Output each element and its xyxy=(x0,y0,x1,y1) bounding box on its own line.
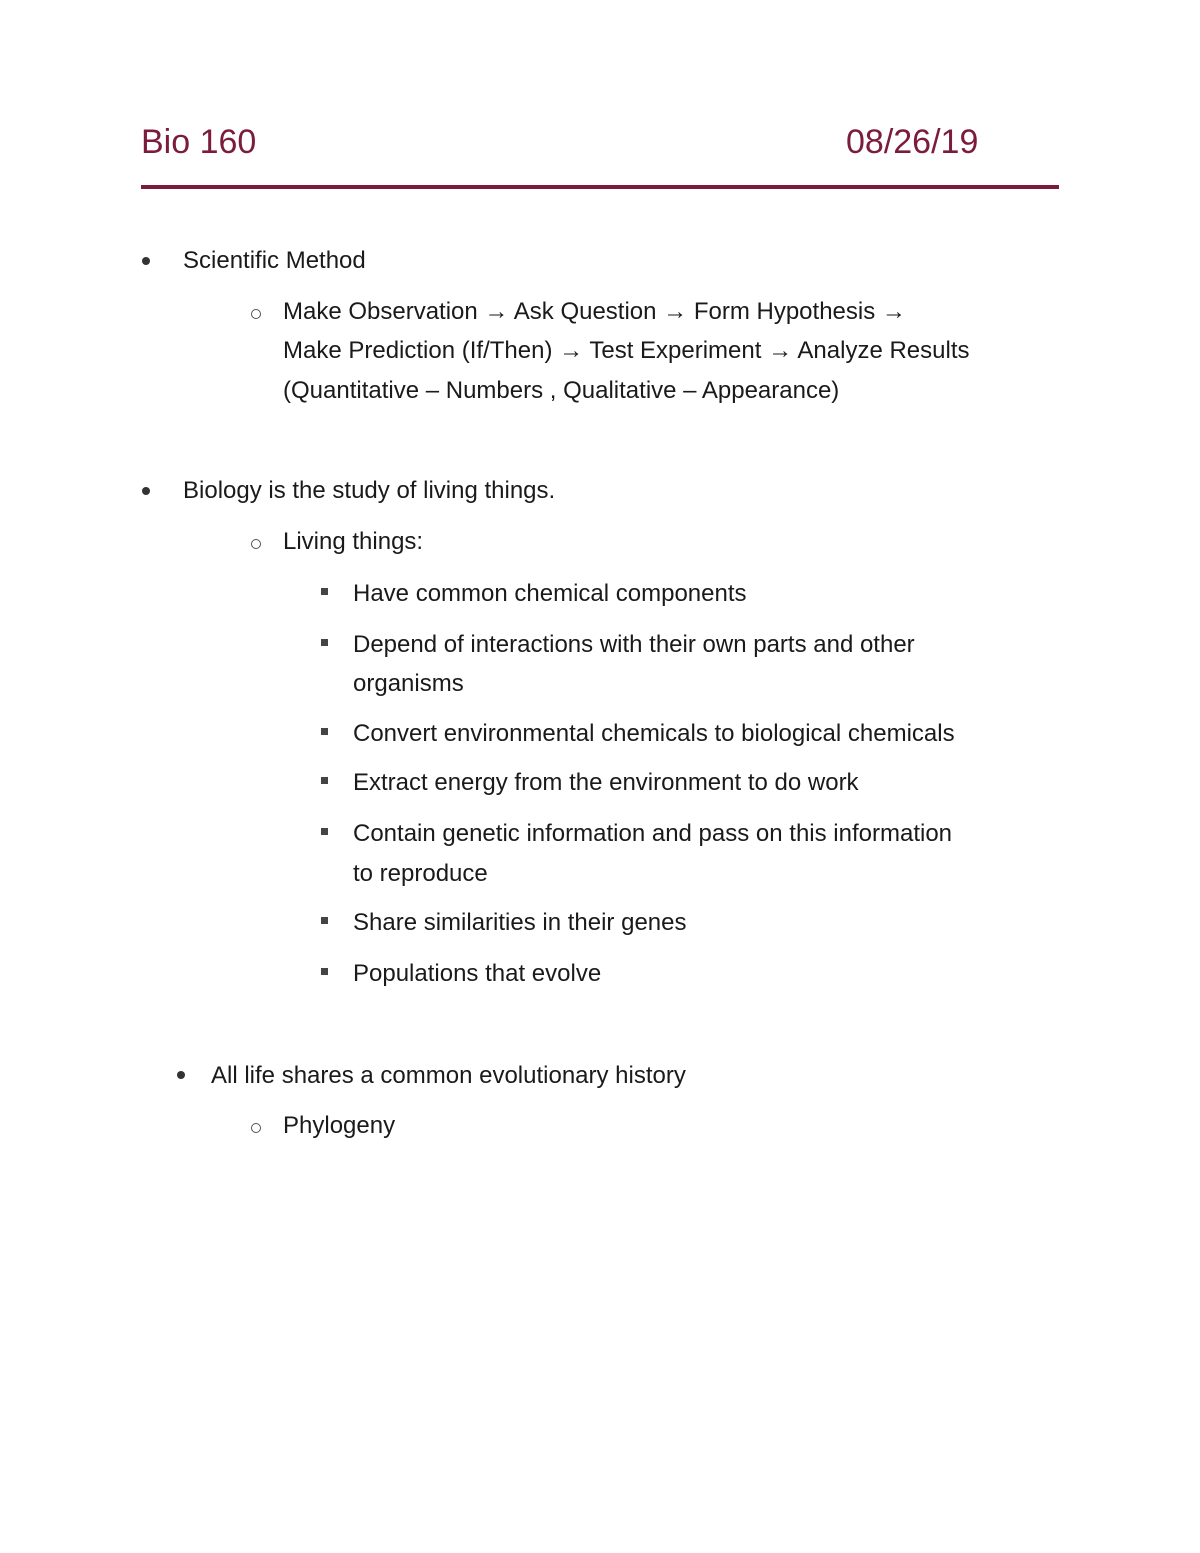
bullet-dot-icon xyxy=(142,257,150,265)
bullet-square-icon xyxy=(321,728,328,735)
list-item: Convert environmental chemicals to biological chemicals xyxy=(353,720,955,747)
list-item-continued: organisms xyxy=(353,670,464,697)
list-item: Have common chemical components xyxy=(353,580,747,607)
bullet-dot-icon xyxy=(142,487,150,495)
list-item: Share similarities in their genes xyxy=(353,909,687,936)
list-item: Extract energy from the environment to do work xyxy=(353,769,859,796)
method-line-2: Make Prediction (If/Then) → Test Experiment → Analyze Results xyxy=(283,337,970,364)
list-item-continued: to reproduce xyxy=(353,860,488,887)
bullet-square-icon xyxy=(321,917,328,924)
bullet-square-icon xyxy=(321,588,328,595)
bullet-square-icon xyxy=(321,639,328,646)
bullet-dot-icon xyxy=(177,1071,185,1079)
list-item: Populations that evolve xyxy=(353,960,602,987)
note-date: 08/26/19 xyxy=(846,123,979,161)
list-item: Contain genetic information and pass on this information xyxy=(353,820,953,847)
bullet-square-icon xyxy=(321,828,328,835)
bullet-circle-icon xyxy=(251,539,261,549)
bullet-square-icon xyxy=(321,968,328,975)
method-line-3: (Quantitative – Numbers , Qualitative – Appearance) xyxy=(283,377,840,404)
section-title: All life shares a common evolutionary history xyxy=(211,1062,686,1089)
list-item: Depend of interactions with their own parts and other xyxy=(353,631,915,658)
section-title: Biology is the study of living things. xyxy=(183,477,556,504)
section-title: Scientific Method xyxy=(183,247,366,274)
bullet-circle-icon xyxy=(251,1123,261,1133)
sub-heading: Living things: xyxy=(283,528,424,555)
bullet-square-icon xyxy=(321,777,328,784)
course-title: Bio 160 xyxy=(141,123,257,161)
header-divider xyxy=(141,185,1059,189)
page-header xyxy=(141,118,1059,168)
bullet-circle-icon xyxy=(251,309,261,319)
sub-heading: Phylogeny xyxy=(283,1112,396,1139)
method-line-1: Make Observation → Ask Question → Form Hypothesis → xyxy=(283,298,906,325)
